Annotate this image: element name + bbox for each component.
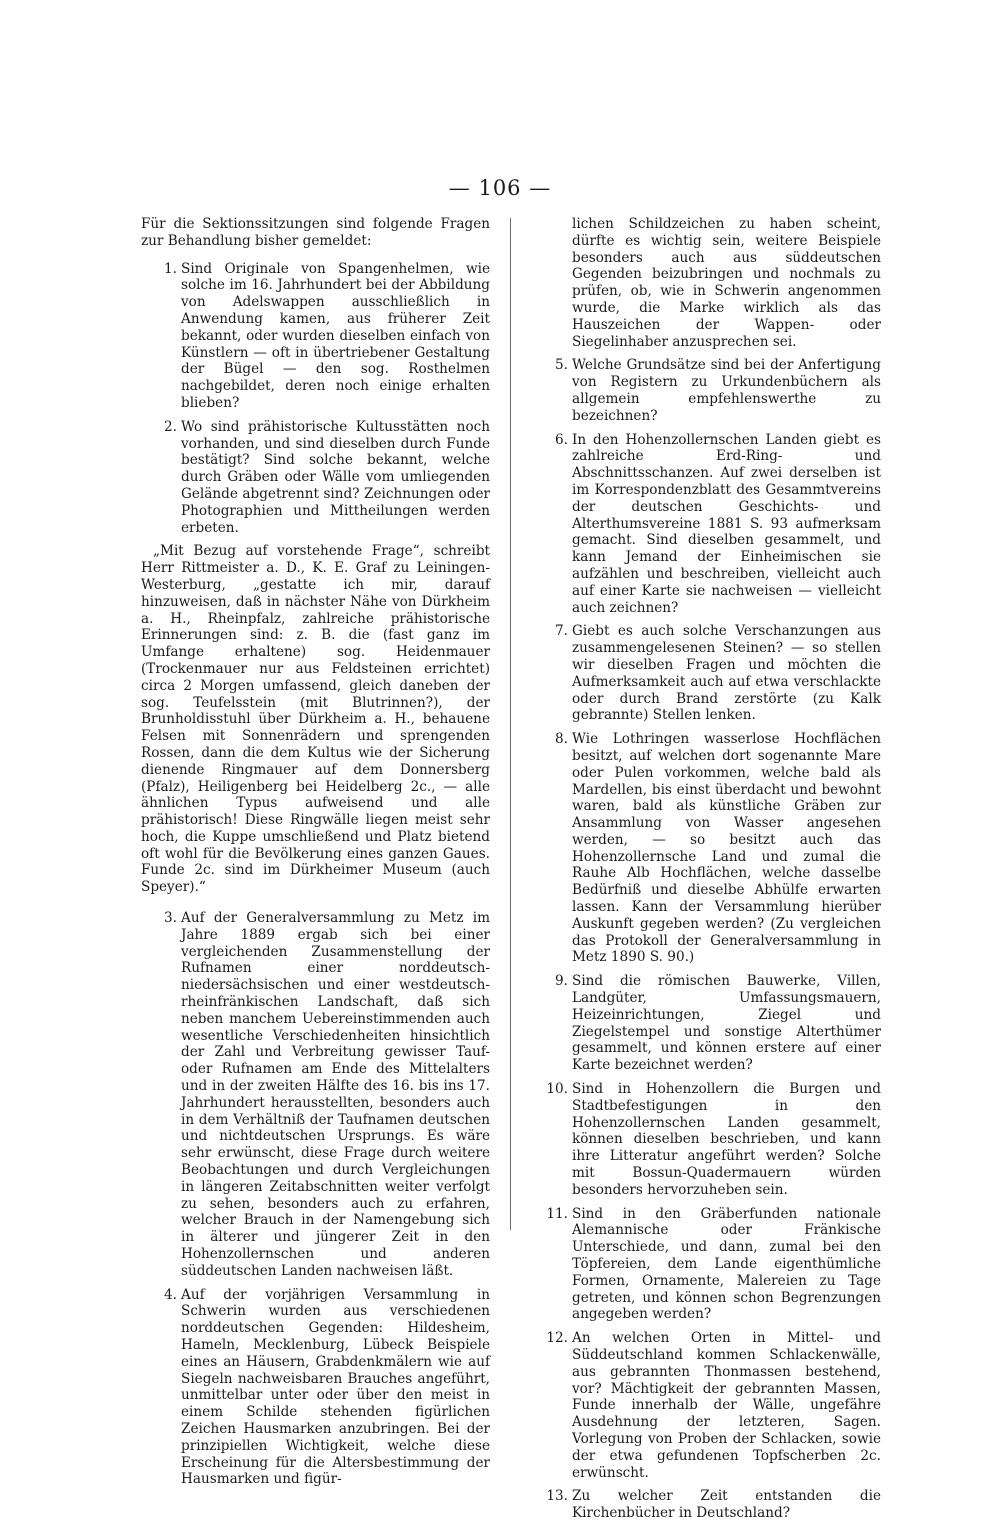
question-number: 3.	[164, 910, 177, 927]
question-number: 4.	[164, 1286, 177, 1303]
question-text: Wo sind prähistorische Kultusstätten noch vorhanden, und sind dieselben durch Funde bestätigt? Sind solche bekannt, welche durch Gräben oder Wälle vom umliegenden Gelände abgetrennt sind? Zeichnungen oder Photographien und Mittheilungen werden erbeten.	[181, 418, 490, 536]
question-item	[542, 731, 881, 966]
question-number: 5.	[555, 357, 568, 374]
question-text: Giebt es auch solche Verschanzungen aus zusammengelesenen Steinen? — so stellen wir dieselben Fragen und möchten die Aufmerksamkeit auch auf etwa verschlackte oder durch Brand zerstörte (zu Kalk gebrannte) Stellen lenken.	[572, 623, 881, 724]
question-number: 6.	[555, 431, 568, 448]
question-number: 8.	[555, 731, 568, 748]
page-number: — 106 —	[448, 176, 552, 200]
question-text: Sind Originale von Spangenhelmen, wie solche im 16. Jahrhundert bei der Abbildung von Adelswappen ausschließlich in Anwendung kamen, aus früherer Zeit bekannt, oder wurden dieselben einfach von Künstlern — oft in übertriebener Gestaltung der Bügel — den sog. Rosthelmen nachgebildet, deren noch einige erhalten blieben?	[181, 260, 490, 411]
question-text: In den Hohenzollernschen Landen giebt es zahlreiche Erd-Ring- und Abschnittsschanzen. Auf zwei derselben ist im Korrespondenzblatt des Gesammtvereins der deutschen Geschichts- und Alterthumsvereine 1881 S. 93 aufmerksam gemacht. Sind dieselben gesammelt, und kann Jemand der Einheimischen sie aufzählen und beschreiben, vielleicht auch auf einer Karte sie nachweisen — vielleicht auch zeichnen?	[572, 431, 881, 616]
question-number: 12.	[546, 1330, 568, 1347]
question-item	[141, 1287, 490, 1489]
question-item	[542, 357, 881, 424]
question-text: Auf der Generalversammlung zu Metz im Jahre 1889 ergab sich bei einer vergleichenden Zusammenstellung der Rufnamen einer norddeutsch-niedersächsischen und einer westdeutsch-rheinfränkischen Landschaft, daß sich neben manchem Uebereinstimmenden auch wesentliche Verschiedenheiten hinsichtlich der Zahl und Verbreitung gewisser Tauf- oder Rufnamen am Ende des Mittelalters und in der zweiten Hälfte des 16. bis ins 17. Jahrhundert herausstellten, besonders auch in dem Verhältniß der Taufnamen deutschen und nichtdeutschen Ursprungs. Es wäre sehr erwünscht, diese Frage durch weitere Beobachtungen und durch Vergleichungen in längeren Zeitabschnitten weiter verfolgt zu sehen, besonders auch zu erfahren, welcher Brauch in der Namengebung sich in älterer und jüngerer Zeit in den Hohenzollernschen und anderen süddeutschen Landen nachweisen läßt.	[181, 910, 490, 1279]
question-item	[542, 1081, 881, 1199]
question-text: An welchen Orten in Mittel- und Süddeutschland kommen Schlackenwälle, aus gebrannten Thonmassen bestehend, vor? Mächtigkeit der gebrannten Massen, Funde innerhalb der Wälle, ungefähre Ausdehnung der letzteren, Sagen. Vorlegung von Proben der Schlacken, sowie der etwa gefundenen Topfscherben 2c. erwünscht.	[572, 1330, 881, 1481]
question-item	[542, 1488, 881, 1522]
question-text: Wie Lothringen wasserlose Hochflächen besitzt, auf welchen dort sogenannte Mare oder Pulen vorkommen, welche bald als Mardellen, bis einst überdacht und bewohnt waren, bald als künstliche Gräben zur Ansammlung von Wasser angesehen werden, — so besitzt auch das Hohenzollernsche Land und zumal die Rauhe Alb Hochflächen, welche dasselbe Bedürfniß und dieselbe Abhülfe erwarten lassen. Kann der Versammlung hierüber Auskunft gegeben werden? (Zu vergleichen das Protokoll der Generalversammlung in Metz 1890 S. 90.)	[572, 731, 881, 966]
question-number: 7.	[555, 623, 568, 640]
question-number: 10.	[546, 1081, 568, 1098]
question-text: Sind in Hohenzollern die Burgen und Stadtbefestigungen in den Hohenzollernschen Landen gesammelt, können dieselben beschrieben, und kann ihre Litteratur angeführt werden? Solche mit Bossun-Quadermauern würden besonders hervorzuheben sein.	[572, 1081, 881, 1198]
question-text: Welche Grundsätze sind bei der Anfertigung von Registern zu Urkundenbüchern als allgemein empfehlenswerthe zu bezeichnen?	[572, 357, 881, 424]
question-number: 13.	[546, 1488, 568, 1505]
question-number: 11.	[546, 1205, 568, 1222]
question-item	[542, 623, 881, 724]
question-number: 9.	[555, 973, 568, 990]
question-item	[141, 419, 490, 537]
question-item	[542, 432, 881, 617]
question-text: Sind in den Gräberfunden nationale Alemannische oder Fränkische Unterschiede, und dann, zumal bei den Töpfereien, dem Lande eigenthümliche Formen, Ornamente, Malereien zu Tage getreten, und können schon Begrenzungen angegeben werden?	[572, 1205, 881, 1323]
right-column	[542, 216, 881, 1529]
quoted-letter: „Mit Bezug auf vorstehende Frage“, schreibt Herr Rittmeister a. D., K. E. Graf zu Leiningen-Westerburg, „gestatte ich mir, darauf hinzuweisen, daß in nächster Nähe von Dürkheim a. H., Rheinpfalz, zahlreiche prähistorische Erinnerungen sind: z. B. die (fast ganz im Umfange erhaltene) sog. Heidenmauer (Trockenmauer nur aus Feldsteinen errichtet) circa 2 Morgen umfassend, gleich daneben der sog. Teufelsstein (mit Blutrinnen?), der Brunholdisstuhl über Dürkheim a. H., behauene Felsen mit Sonnenrädern und sprengenden Rossen, dann die dem Kultus wie der Sicherung dienende Ringmauer auf dem Donnersberg (Pfalz), Heiligenberg bei Heidelberg 2c., — alle ähnlichen Typus aufweisend und alle prähistorisch! Diese Ringwälle liegen meist sehr hoch, die Kuppe umschließend und Platz bietend oft wohl für die Bevölkerung eines ganzen Gaues. Funde 2c. sind im Dürkheimer Museum (auch Speyer).“	[141, 543, 490, 896]
question-number: 1.	[164, 260, 177, 277]
column-divider	[510, 218, 511, 1230]
question-text: Auf der vorjährigen Versammlung in Schwerin wurden aus verschiedenen norddeutschen Gegenden: Hildesheim, Hameln, Mecklenburg, Lübeck Beispiele eines an Häusern, Grabdenkmälern wie auf Siegeln nachweisbaren Brauches angeführt, unmittelbar unter oder über den meist in einem Schilde stehenden figürlichen Zeichen Hausmarken anzubringen. Bei der prinzipiellen Wichtigkeit, welche diese Erscheinung für die Altersbestimmung der Hausmarken und figür-	[181, 1286, 490, 1488]
question-item	[542, 1330, 881, 1481]
question-number: 2.	[164, 418, 177, 435]
section-intro: Für die Sektionssitzungen sind folgende Fragen zur Behandlung bisher gemeldet:	[141, 216, 490, 249]
question-item	[542, 1206, 881, 1324]
question-item	[141, 910, 490, 1280]
question-text: Zu welcher Zeit entstanden die Kirchenbücher in Deutschland?	[572, 1488, 881, 1522]
question-text: Sind die römischen Bauwerke, Villen, Landgüter, Umfassungsmauern, Heizeinrichtungen, Ziegel und Ziegelstempel und sonstige Alterthümer gesammelt, und können erstere auf einer Karte bezeichnet werden?	[572, 973, 881, 1074]
question-item	[542, 973, 881, 1074]
question-continuation: lichen Schildzeichen zu haben scheint, dürfte es wichtig sein, weitere Beispiele besonders auch aus süddeutschen Gegenden beizubringen und nochmals zu prüfen, ob, wie in Schwerin angenommen wurde, die Marke wirklich als das Hauszeichen der Wappen- oder Siegelinhaber anzusprechen sei.	[572, 216, 881, 350]
left-column	[141, 216, 490, 1495]
question-item	[141, 261, 490, 412]
